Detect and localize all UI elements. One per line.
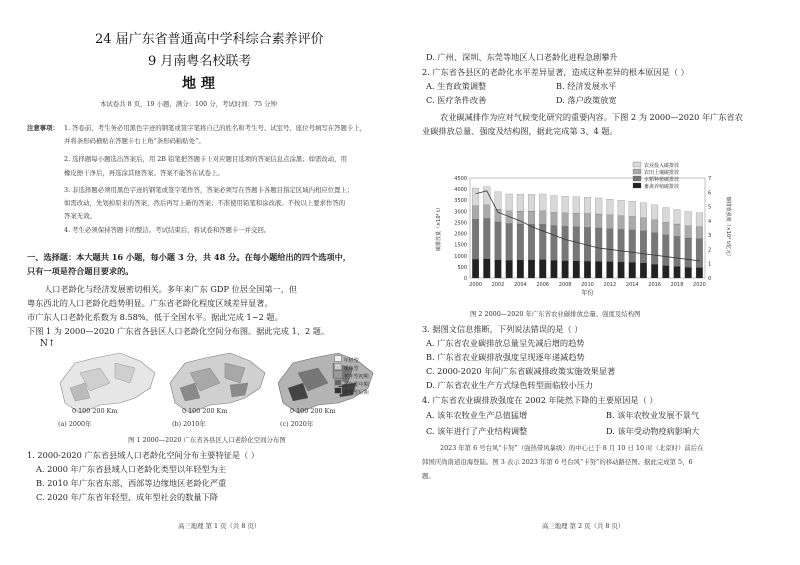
legend-swatch <box>633 169 641 174</box>
bar-segment <box>595 261 602 278</box>
bar-segment <box>551 196 558 213</box>
note-line: 2. 选择题每小题选出答案后，用 2B 铅笔把答题卡上对应题目选项的答案信息点涂黑；如需改动，用 <box>64 155 347 163</box>
bar-segment <box>517 224 524 260</box>
y-tick-label: 2000 <box>454 231 467 238</box>
x-tick-label: 2008 <box>558 282 572 288</box>
bar-segment <box>607 229 614 262</box>
option-c: C. 该年进行了产业结构调整 <box>426 426 528 436</box>
notes-label: 注意事项： <box>27 124 59 132</box>
bar-segment <box>640 203 647 218</box>
bar-segment <box>662 208 669 223</box>
section-header-2: 只有一项是符合题目要求的。 <box>27 266 134 276</box>
map-scale: 0 100 200 Km <box>72 407 118 415</box>
figure-caption: 图 2 2000—2020 年广东省农业碳排放总量、强度及结构图 <box>470 310 641 318</box>
exam-page-right <box>400 0 800 565</box>
option-d: D. 广东省农业生产方式绿色转型面临较小压力 <box>426 380 594 390</box>
bar-segment <box>607 199 614 215</box>
bar-segment <box>483 259 490 278</box>
map-2000 <box>50 343 160 431</box>
question-2: 2. 广东省各县区的老龄化水平差异显著，造成这种差异的根本原因是（ ） <box>422 67 689 77</box>
bar-segment <box>551 212 558 225</box>
y-tick-label: 1500 <box>454 242 467 249</box>
bar-segment <box>696 227 703 239</box>
bar-segment <box>506 194 513 211</box>
bar-segment <box>573 227 580 261</box>
section-header: 一、选择题：本大题共 16 小题，每小题 3 分，共 48 分。在每小题给出的四个选项中， <box>27 252 351 262</box>
bar-segment <box>573 197 580 213</box>
legend-item: 老年型初期 <box>334 371 369 379</box>
bar-segment <box>472 188 479 206</box>
bar-segment <box>674 224 681 236</box>
y-tick-label: 2500 <box>454 220 467 227</box>
bar-segment <box>662 222 669 235</box>
bar-segment <box>562 213 569 226</box>
bar-segment <box>539 224 546 259</box>
bar-segment <box>595 228 602 261</box>
figure-caption: 图 1 2000—2020 广东省各县区人口老龄化空间分布图 <box>128 436 286 444</box>
bar-segment <box>517 260 524 278</box>
y2-axis-label: 碳排放强度（×10⁴ t/亿元） <box>725 196 731 260</box>
bar-segment <box>539 260 546 278</box>
note-line: 橡皮擦干净后，再选涂其他答案。答案不能答在试卷上。 <box>64 169 224 177</box>
x-tick-label: 2016 <box>648 282 662 288</box>
bar-segment <box>495 209 502 222</box>
bar-segment <box>483 218 490 258</box>
map-scale: 0 100 200 Km <box>182 407 228 415</box>
option-c: C. 2020 年广东省年轻型、成年型社会的数量下降 <box>36 492 218 502</box>
legend-item: 成年型 <box>334 363 369 371</box>
x-tick-label: 2014 <box>625 282 639 288</box>
map-year-label: (c) 2020年 <box>280 420 314 428</box>
legend-label: 水稻种植碳排放 <box>644 177 680 183</box>
subject-title: 地 理 <box>182 76 215 92</box>
bar-segment <box>584 261 591 278</box>
page-footer: 高三地理 第 1 页（共 8 页） <box>178 522 261 530</box>
option-d: D. 该年受动物疫病影响大 <box>606 426 700 436</box>
option-a: A. 2000 年广东省县域人口老龄化类型以年轻型为主 <box>36 464 227 474</box>
option-c: C. 医疗条件改善 <box>426 95 487 105</box>
bar-segment <box>551 260 558 278</box>
legend-item: 老年型中期 <box>334 379 369 387</box>
bar-segment <box>495 260 502 278</box>
y-tick-label: 4500 <box>454 176 467 182</box>
bar-segment <box>506 260 513 278</box>
legend-swatch <box>633 176 641 181</box>
bar-segment <box>640 231 647 263</box>
option-a: A. 生育政策调整 <box>426 81 487 91</box>
passage-line: 下图 1 为 2000—2020 广东省各县区人口老龄化空间分布图。据此完成 1、2 题。 <box>27 326 330 336</box>
option-b: B. 经济发展水平 <box>556 81 617 91</box>
page-footer: 高三地理 第 2 页（共 8 页） <box>542 522 625 530</box>
north-arrow-icon: N↑ <box>40 339 56 349</box>
question-3: 3. 据图文信息推断，下列说法错误的是（ ） <box>422 324 583 334</box>
bar-segment <box>562 196 569 213</box>
bar-segment <box>472 219 479 259</box>
x-tick-label: 2000 <box>469 282 482 288</box>
bar-segment <box>696 268 703 278</box>
bar-segment <box>685 267 692 278</box>
bar-segment <box>584 197 591 213</box>
bar-segment <box>528 194 535 211</box>
x-tick-label: 2010 <box>581 282 594 288</box>
bar-segment <box>674 210 681 224</box>
bar-segment <box>472 259 479 278</box>
passage-line: 业碳排放总量、强度及结构图，据此完成第 3、4 题。 <box>422 126 618 136</box>
x-tick-label: 2020 <box>693 282 706 288</box>
y-axis-label: 碳排放量（×10⁴ t） <box>436 204 442 252</box>
passage-line: 粤东西北的人口老龄化趋势明显。广东省老龄化程度区域差异显著。 <box>27 298 273 308</box>
bar-segment <box>696 239 703 268</box>
y2-tick-label: 5 <box>708 204 712 211</box>
legend-item: 年轻型 <box>334 355 369 363</box>
option-d: D. 广州、深圳、东莞等地区人口老龄化进程急剧攀升 <box>426 52 618 62</box>
note-line: 1. 答卷前，考生务必用黑色字迹的钢笔或签字笔将自己的姓名和考生号、试室号、座位号填写在答题卡上， <box>64 124 367 132</box>
bar-segment <box>685 226 692 238</box>
exam-info: 本试卷共 8 页，19 小题，满分：100 分，考试时间：75 分钟 <box>100 100 277 108</box>
option-c: C. 2000-2020 年间广东省碳减排政策实施效果显著 <box>426 366 616 376</box>
bar-segment <box>495 222 502 260</box>
bar-segment <box>528 224 535 260</box>
bar-segment <box>584 214 591 228</box>
y2-tick-label: 7 <box>708 176 712 182</box>
bar-segment <box>640 218 647 231</box>
bar-segment <box>696 213 703 227</box>
bar-segment <box>595 214 602 228</box>
note-line: 3. 非选择题必须用黑色字迹的钢笔或签字笔作答，答案必须写在答题卡各题目指定区域内相应位置上； <box>64 186 354 194</box>
carbon-emission-chart <box>430 160 730 300</box>
bar-segment <box>495 192 502 209</box>
bar-segment <box>506 224 513 261</box>
note-line: 如需改动，先划掉原来的答案，然后再写上新的答案；不准使用铅笔和涂改液。不按以上要求作答的 <box>64 199 346 207</box>
legend-label: 农田土壤碳排放 <box>644 170 680 176</box>
y-tick-label: 500 <box>457 264 467 271</box>
bar-segment <box>674 236 681 266</box>
map-year-label: (b) 2010年 <box>172 420 206 428</box>
bar-segment <box>528 260 535 278</box>
legend-label: 农业投入碳排放 <box>644 163 680 169</box>
bar-segment <box>662 266 669 278</box>
y2-tick-label: 2 <box>708 247 712 254</box>
y-tick-label: 3000 <box>454 209 467 216</box>
note-line: 答案无效。 <box>64 212 96 220</box>
x-tick-label: 2012 <box>603 282 617 288</box>
x-axis-label: 年份 <box>581 290 594 297</box>
passage-line: 市广东人口老龄化系数为 8.58%，低于全国水平。据此完成 1~2 题。 <box>27 312 283 322</box>
passage-line: 农业碳减排作为应对气候变化研究的重要内容。下图 2 为 2000—2020 年广东省农 <box>440 112 743 122</box>
passage-line: 题。 <box>422 472 435 480</box>
x-tick-label: 2004 <box>513 282 527 288</box>
option-a: A. 该年农牧业生产总值猛增 <box>426 410 528 420</box>
map-legend <box>334 355 369 395</box>
bar-segment <box>674 266 681 278</box>
y-tick-label: 3500 <box>454 198 467 205</box>
bar-segment <box>629 216 636 229</box>
bar-segment <box>528 211 535 224</box>
bar-segment <box>651 205 658 220</box>
note-line: 4. 考生必须保持答题卡的整洁。考试结束后，将试卷和答题卡一并交回。 <box>64 226 271 234</box>
bar-segment <box>629 262 636 278</box>
note-line: 并将条形码横贴在答题卡右上角“条形码粘贴处”。 <box>64 137 205 145</box>
passage-line: 2023 年第 6 号台风“卡努”（强热带风暴级）的中心已于 8 月 10 日 10 时（北京时）前后在 <box>440 444 704 452</box>
bar-segment <box>685 238 692 267</box>
bar-segment <box>629 201 636 216</box>
bar-segment <box>472 206 479 219</box>
x-tick-label: 2002 <box>491 282 505 288</box>
bar-segment <box>539 211 546 224</box>
bar-segment <box>685 212 692 226</box>
y-tick-label: 0 <box>463 276 467 282</box>
bar-segment <box>539 194 546 211</box>
question-4: 4. 广东省农业碳排放强度在 2002 年陡然下降的主要原因是（ ） <box>422 395 658 405</box>
y2-tick-label: 1 <box>708 261 712 268</box>
bar-segment <box>517 194 524 211</box>
legend-label: 畜禽养殖碳排放 <box>644 184 680 190</box>
y2-tick-label: 4 <box>708 218 712 225</box>
map-2010 <box>160 343 270 431</box>
passage-line: 人口老龄化与经济发展密切相关。多年来广东 GDP 位居全国第一，但 <box>44 284 298 294</box>
bar-segment <box>651 264 658 278</box>
bar-segment <box>618 229 625 262</box>
y-tick-label: 1000 <box>454 253 467 260</box>
option-d: D. 落户政策放宽 <box>556 95 617 105</box>
bar-segment <box>618 200 625 216</box>
bar-segment <box>551 226 558 261</box>
map-year-label: (a) 2000年 <box>58 420 92 428</box>
bar-segment <box>629 230 636 262</box>
bar-segment <box>618 262 625 278</box>
bar-segment <box>573 261 580 278</box>
y2-tick-label: 3 <box>708 233 712 240</box>
exam-title: 24 届广东省普通高中学科综合素养评价 <box>95 32 324 47</box>
bar-segment <box>618 216 625 230</box>
option-b: B. 该年农牧业发展不景气 <box>606 410 700 420</box>
map-scale: 0 100 200 Km <box>290 407 336 415</box>
bar-segment <box>562 261 569 278</box>
bar-segment <box>562 226 569 260</box>
x-tick-label: 2006 <box>536 282 550 288</box>
legend-swatch <box>633 162 641 167</box>
passage-line: 韩国庆尚南道沿海登陆。图 3 表示 2023 年第 6 号台风“卡努”的移动路径图。据此完成第 5、6 <box>422 458 693 466</box>
bar-segment <box>651 233 658 265</box>
y-tick-label: 4000 <box>454 187 467 194</box>
bar-segment <box>607 215 614 229</box>
y2-tick-label: 0 <box>708 276 712 282</box>
bar-segment <box>651 220 658 233</box>
question-1: 1. 2000-2020 广东省县域人口老龄化空间分布主要特征是（ ） <box>27 450 259 460</box>
x-tick-label: 2018 <box>670 282 684 288</box>
bar-segment <box>607 262 614 278</box>
y2-tick-label: 6 <box>708 190 712 197</box>
bar-segment <box>640 263 647 278</box>
bar-segment <box>573 213 580 227</box>
option-b: B. 2010 年广东省东部、西部等边缘地区老龄化严重 <box>36 478 227 488</box>
legend-swatch <box>633 183 641 188</box>
exam-subtitle: 9 月南粤名校联考 <box>148 54 252 69</box>
bar-segment <box>595 198 602 214</box>
bar-segment <box>662 235 669 266</box>
option-b: B. 广东省农业碳排放强度呈现逐年递减趋势 <box>426 352 585 362</box>
legend-item: 老年型后期 <box>334 387 369 395</box>
bar-segment <box>483 205 490 219</box>
option-a: A. 广东省农业碳排放总量呈先减后增的趋势 <box>426 338 585 348</box>
